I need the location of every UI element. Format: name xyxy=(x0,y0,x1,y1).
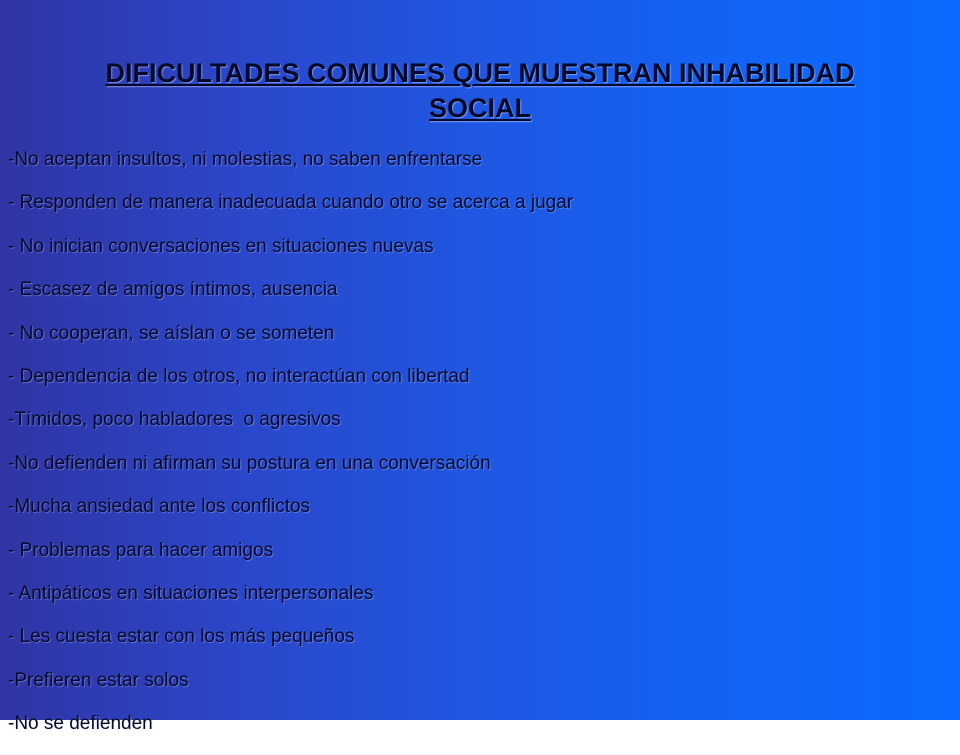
list-item: - Problemas para hacer amigos xyxy=(8,539,274,561)
list-item: - Escasez de amigos íntimos, ausencia xyxy=(8,279,338,301)
list-item: -No aceptan insultos, ni molestias, no saben enfrentarse xyxy=(8,149,483,170)
difficulties-list xyxy=(8,148,573,755)
list-item: - Dependencia de los otros, no interactúan con libertad xyxy=(8,365,470,387)
list-item: - No inician conversaciones en situaciones nuevas xyxy=(8,235,434,257)
list-item: - Les cuesta estar con los más pequeños xyxy=(8,626,355,648)
list-item: - Responden de manera inadecuada cuando otro se acerca a jugar xyxy=(8,192,574,214)
list-item: - No cooperan, se aíslan o se someten xyxy=(8,322,335,344)
list-item: -Prefieren estar solos xyxy=(8,669,189,691)
slide-title xyxy=(0,56,960,126)
slide-title-line-1: DIFICULTADES COMUNES QUE MUESTRAN INHABILIDAD xyxy=(105,58,855,88)
list-item: - Antipáticos en situaciones interpersonales xyxy=(8,582,374,604)
slide-title-line-2: SOCIAL xyxy=(428,93,531,123)
list-item: -No defienden ni afirman su postura en una conversación xyxy=(8,452,491,474)
list-item: -No se defienden xyxy=(8,713,153,735)
list-item: -Mucha ansiedad ante los conflictos xyxy=(8,496,311,518)
list-item: -Tímidos, poco habladores o agresivos xyxy=(8,409,341,431)
